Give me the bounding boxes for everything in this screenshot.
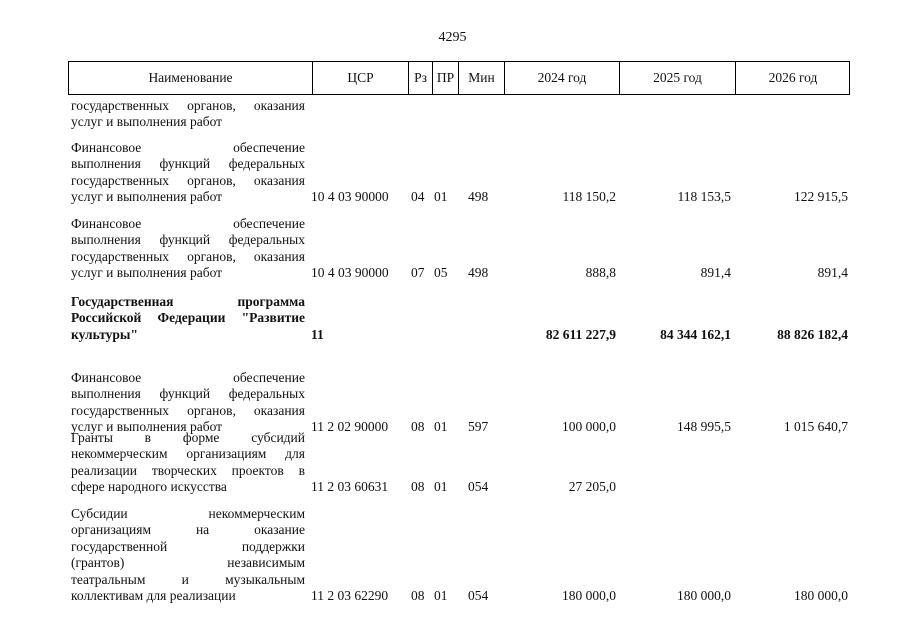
row-csr: 10 4 03 90000: [311, 265, 389, 281]
row-y2024: 100 000,0: [562, 419, 616, 435]
row-y2024: 180 000,0: [562, 588, 616, 603]
row-name-line: государственных органов, оказания: [71, 98, 305, 113]
row-y2025: 180 000,0: [677, 588, 731, 603]
row-min: 054: [468, 588, 489, 603]
row-name: [71, 294, 305, 343]
row-y2025: 118 153,5: [677, 189, 731, 205]
row-min: 498: [468, 265, 489, 281]
row-name-line: театральным и музыкальным: [71, 571, 305, 587]
row-csr: 11 2 02 90000: [311, 419, 389, 435]
header-min: Мин: [458, 62, 504, 94]
row-csr: 10 4 03 90000: [311, 189, 389, 205]
row-name-line: некоммерческим организациям для: [71, 446, 305, 462]
row-pr: 01: [434, 588, 448, 603]
row-name-line: Государственная программа: [71, 294, 305, 309]
row-y2024: 82 611 227,9: [545, 326, 616, 342]
row-name-line: государственных органов, оказания: [71, 172, 305, 188]
row-name-line: государственных органов, оказания: [71, 402, 305, 418]
row-name: [71, 370, 305, 436]
row-rz: 08: [411, 588, 425, 603]
row-rz: 07: [411, 265, 425, 281]
row-name: [71, 216, 305, 282]
row-y2026: 180 000,0: [794, 588, 848, 603]
page-number: 4295: [438, 30, 467, 45]
row-y2024: 888,8: [585, 265, 616, 281]
header-rz: Рз: [408, 62, 432, 94]
row-name-line: услуг и выполнения работ: [71, 114, 223, 130]
row-rz: 08: [411, 479, 425, 495]
row-name-line: Субсидии некоммерческим: [71, 506, 305, 521]
row-name: [71, 430, 305, 496]
row-pr: 05: [434, 265, 448, 281]
row-name-line: услуг и выполнения работ: [71, 265, 223, 281]
row-csr: 11: [311, 326, 324, 342]
row-y2024: 118 150,2: [562, 189, 616, 205]
row-name-line: Гранты в форме субсидий: [71, 430, 305, 445]
row-min: 597: [468, 419, 489, 435]
row-name-line: услуг и выполнения работ: [71, 189, 223, 205]
row-y2025: 84 344 162,1: [660, 326, 731, 342]
row-pr: 01: [434, 189, 448, 205]
header-2026: 2026 год: [735, 62, 850, 94]
row-y2024: 27 205,0: [568, 479, 616, 495]
header-2025: 2025 год: [619, 62, 735, 94]
row-name-line: сфере народного искусства: [71, 479, 227, 495]
row-name: [71, 506, 305, 604]
row-name-line: реализации творческих проектов в: [71, 462, 305, 478]
row-min: 498: [468, 189, 489, 205]
row-name-line: государственной поддержки: [71, 538, 305, 554]
row-pr: 01: [434, 419, 448, 435]
row-name-line: коллективам для реализации: [71, 588, 236, 604]
row-name-line: выполнения функций федеральных: [71, 386, 305, 402]
row-y2026: 891,4: [817, 265, 848, 281]
row-name-line: выполнения функций федеральных: [71, 156, 305, 172]
row-name-line: государственных органов, оказания: [71, 248, 305, 264]
header-name: Наименование: [148, 70, 233, 85]
row-name-line: Финансовое обеспечение: [71, 140, 305, 155]
table-header: [68, 61, 850, 95]
row-name-line: культуры": [71, 326, 138, 342]
row-name-line: Финансовое обеспечение: [71, 216, 305, 231]
row-min: 054: [468, 479, 489, 495]
row-y2026: 122 915,5: [794, 189, 848, 205]
row-name-line: организациям на оказание: [71, 522, 305, 538]
row-name-line: услуг и выполнения работ: [71, 419, 223, 435]
row-csr: 11 2 03 60631: [311, 479, 389, 495]
header-csr: ЦСР: [312, 62, 408, 94]
row-y2026: 88 826 182,4: [777, 326, 848, 342]
header-pr: ПР: [432, 62, 458, 94]
row-name-line: выполнения функций федеральных: [71, 232, 305, 248]
header-2024: 2024 год: [504, 62, 619, 94]
row-pr: 01: [434, 479, 448, 495]
row-name: [71, 98, 305, 131]
row-csr: 11 2 03 62290: [311, 588, 389, 603]
row-y2026: 1 015 640,7: [783, 419, 848, 435]
row-rz: 04: [411, 189, 425, 205]
row-name-line: (грантов) независимым: [71, 555, 305, 571]
row-name-line: Российской Федерации "Развитие: [71, 310, 305, 326]
row-rz: 08: [411, 419, 425, 435]
row-name: [71, 140, 305, 206]
row-name-line: Финансовое обеспечение: [71, 370, 305, 385]
row-y2025: 148 995,5: [677, 419, 731, 435]
row-y2025: 891,4: [700, 265, 731, 281]
